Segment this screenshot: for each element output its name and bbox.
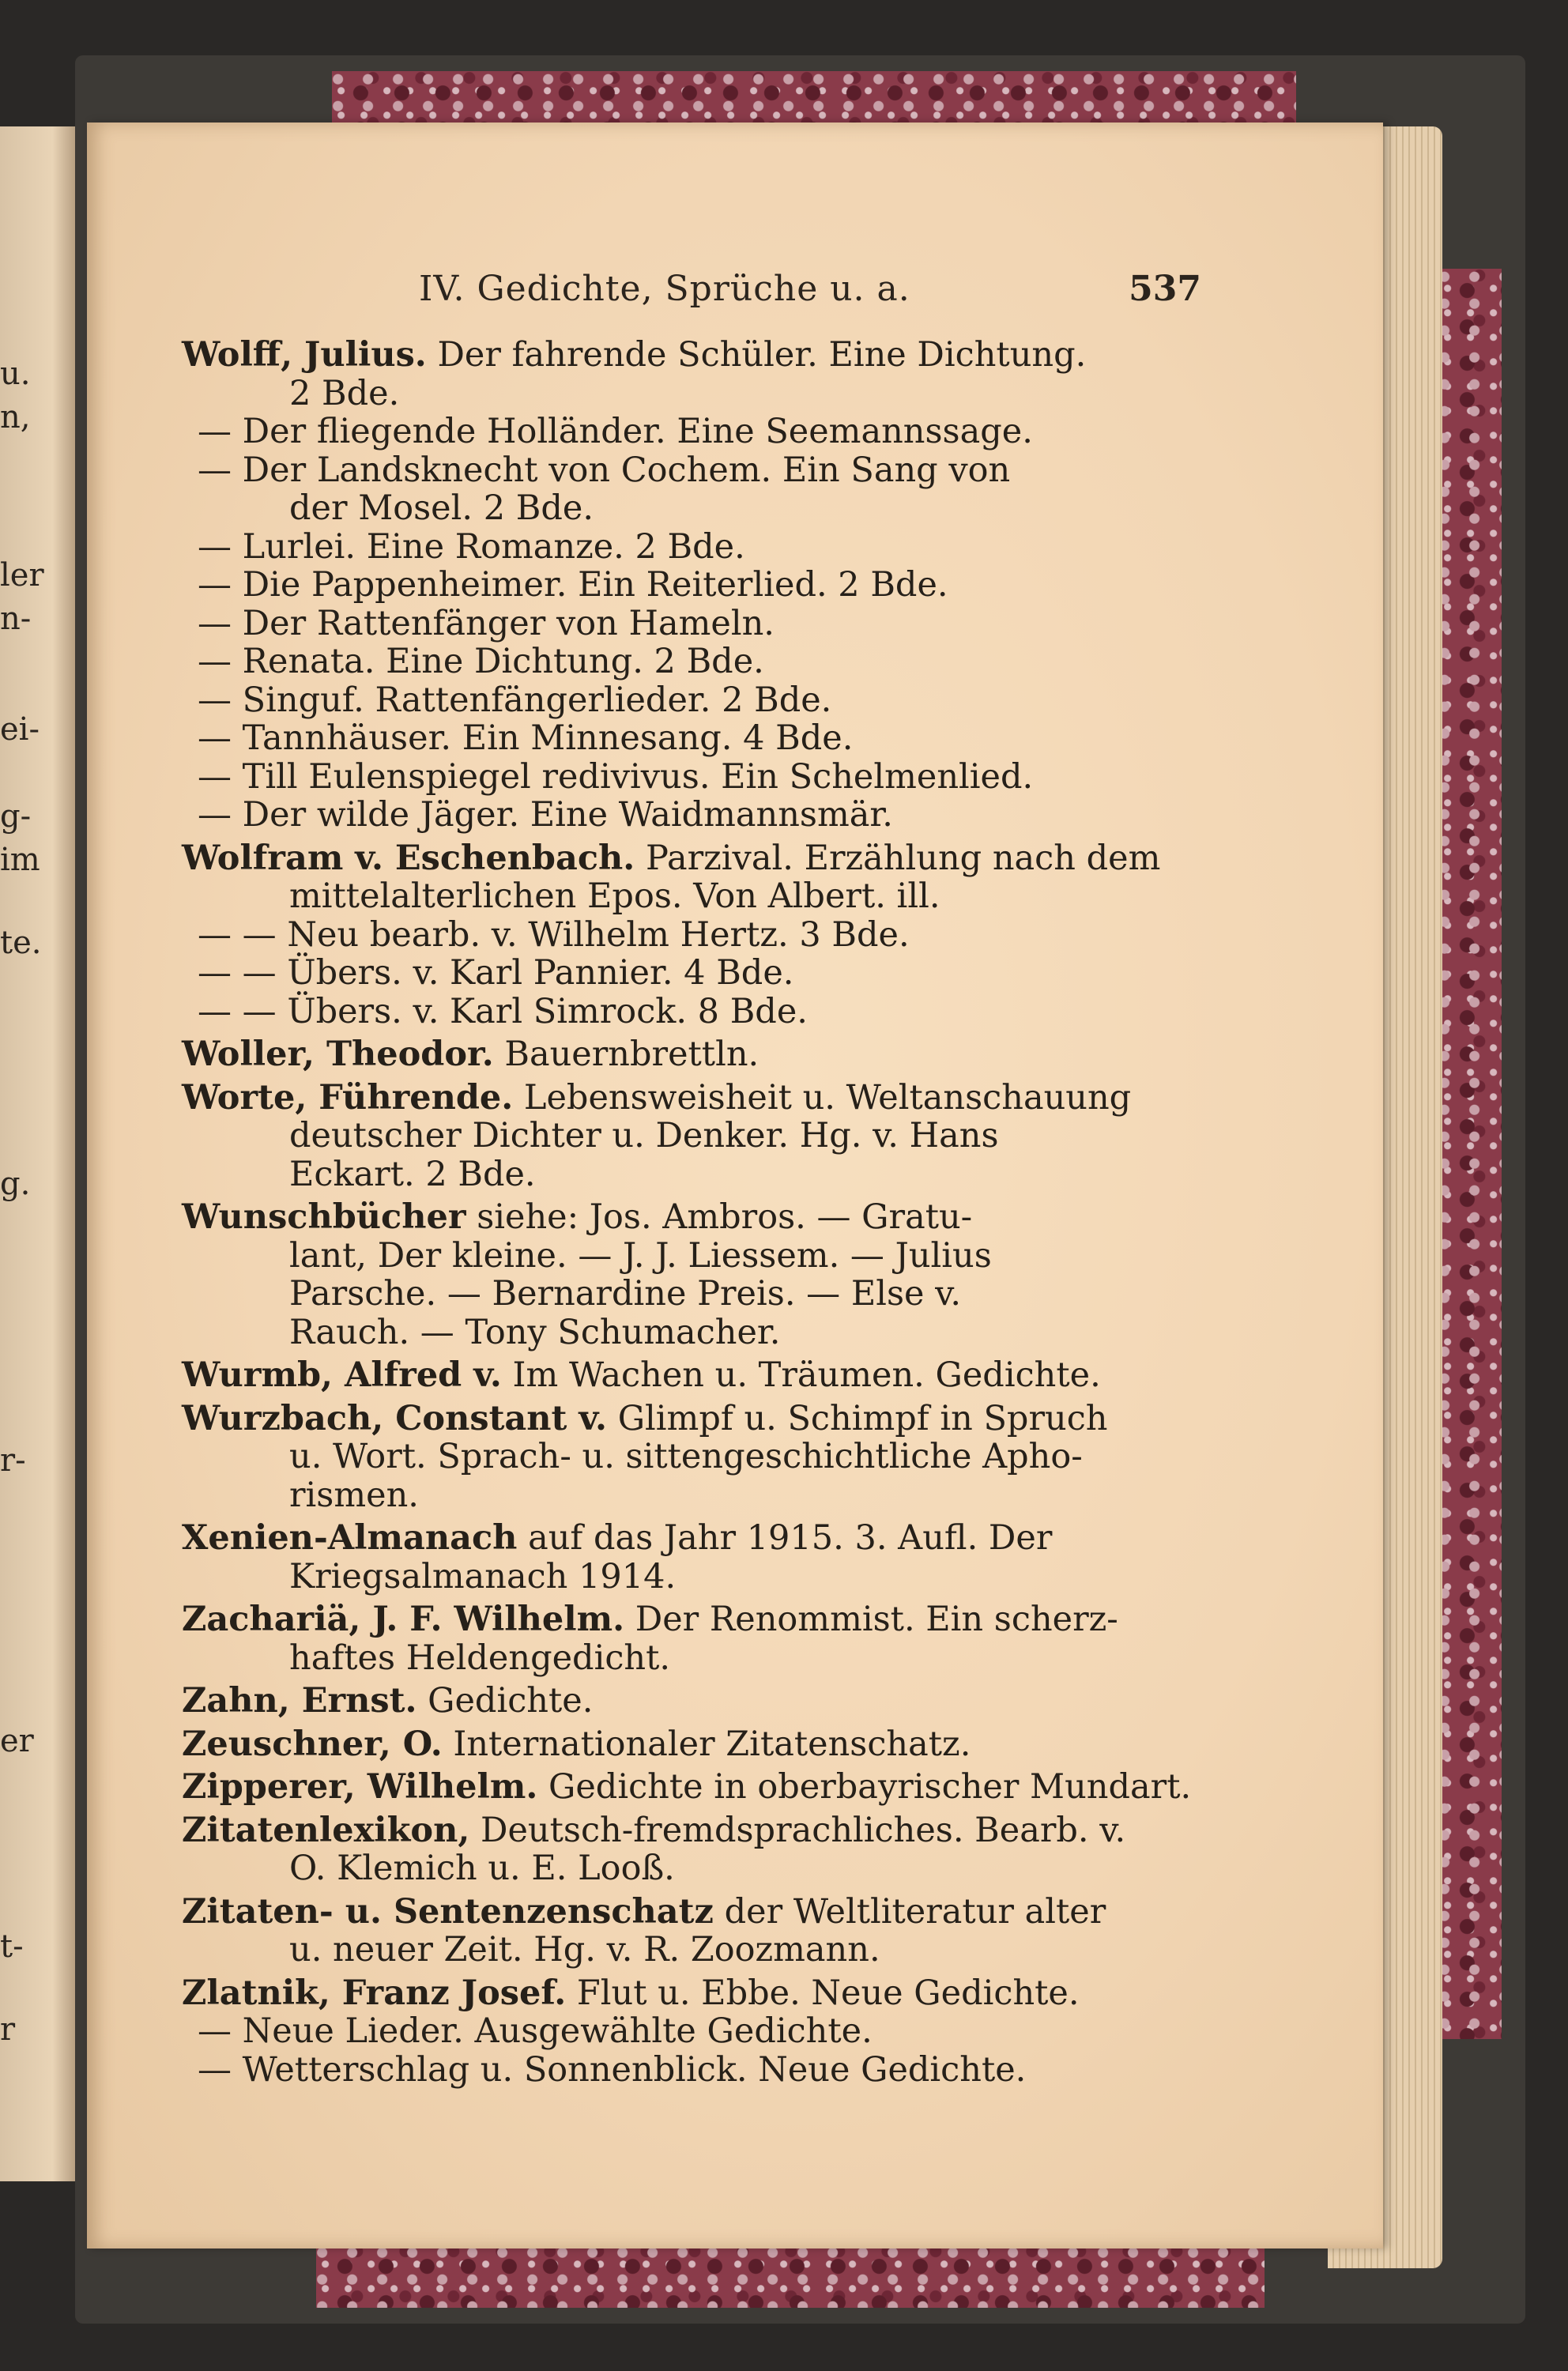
entry-author: Xenien-Almanach bbox=[182, 1518, 518, 1558]
header-title: IV. Gedichte, Sprüche u. a. bbox=[419, 269, 910, 309]
entry-text: — — Neu bearb. v. Wilhelm Hertz. 3 Bde. bbox=[198, 914, 910, 955]
left-page-fragment: n- bbox=[0, 601, 32, 637]
bibliography-entry bbox=[182, 1519, 1217, 1596]
entry-text: — Tannhäuser. Ein Minnesang. 4 Bde. bbox=[198, 718, 854, 758]
entry-text: Internationaler Zitatenschatz. bbox=[453, 1724, 971, 1764]
entry-continuation: u. Wort. Sprach- u. sittengeschichtliche Apho- bbox=[289, 1437, 1083, 1476]
bibliography-entry bbox=[182, 1356, 1217, 1395]
marbled-edge-top bbox=[332, 71, 1296, 130]
entry-author: Worte, Führende. bbox=[182, 1077, 514, 1118]
left-page-fragment: ler bbox=[0, 557, 44, 594]
entry-text: Der fahrende Schüler. Eine Dichtung. bbox=[437, 335, 1087, 375]
entry-text: — Die Pappenheimer. Ein Reiterlied. 2 Bde. bbox=[198, 565, 948, 605]
entry-author: Zitatenlexikon, bbox=[182, 1810, 470, 1850]
bibliography-entry bbox=[182, 681, 1217, 720]
entry-continuation: Parsche. — Bernardine Preis. — Else v. bbox=[289, 1274, 962, 1314]
entry-author: Wurzbach, Constant v. bbox=[182, 1398, 608, 1438]
bibliography-entry bbox=[182, 2051, 1217, 2090]
entry-text: Deutsch-fremdsprachliches. Bearb. v. bbox=[480, 1810, 1126, 1850]
entry-author: Zipperer, Wilhelm. bbox=[182, 1767, 538, 1807]
bibliography-entry bbox=[182, 1035, 1217, 1074]
entry-text: — Der Landsknecht von Cochem. Ein Sang von bbox=[198, 450, 1011, 490]
entry-text: — Der wilde Jäger. Eine Waidmannsmär. bbox=[198, 795, 893, 835]
entry-text: — — Übers. v. Karl Pannier. 4 Bde. bbox=[198, 953, 794, 993]
bibliography-entry bbox=[182, 839, 1217, 916]
entry-continuation: deutscher Dichter u. Denker. Hg. v. Hans bbox=[289, 1116, 999, 1155]
page-number: 537 bbox=[1129, 269, 1201, 309]
entry-text: auf das Jahr 1915. 3. Aufl. Der bbox=[528, 1518, 1053, 1558]
entry-text: — Singuf. Rattenfängerlieder. 2 Bde. bbox=[198, 680, 832, 720]
left-page-fragment: r bbox=[0, 2011, 16, 2048]
entry-text: — Till Eulenspiegel redivivus. Ein Schelmenlied. bbox=[198, 756, 1034, 797]
left-page-fragment: er bbox=[0, 1723, 34, 1759]
bibliography-entry bbox=[182, 954, 1217, 993]
entry-text: Lebensweisheit u. Weltanschauung bbox=[523, 1077, 1132, 1118]
bibliography-entry bbox=[182, 1600, 1217, 1677]
entry-author: Wolfram v. Eschenbach. bbox=[182, 838, 635, 878]
entry-text: — Wetterschlag u. Sonnenblick. Neue Gedichte. bbox=[198, 2049, 1027, 2090]
bibliography-entry bbox=[182, 605, 1217, 643]
entry-continuation: rismen. bbox=[289, 1475, 419, 1515]
entry-continuation: haftes Heldengedicht. bbox=[289, 1638, 671, 1678]
bibliography-entry bbox=[182, 1079, 1217, 1194]
entry-author: Wurmb, Alfred v. bbox=[182, 1355, 502, 1395]
bibliography-entry bbox=[182, 1893, 1217, 1970]
bibliography-entry bbox=[182, 451, 1217, 528]
entry-text: Parzival. Erzählung nach dem bbox=[645, 838, 1161, 878]
entry-text: Bauernbrettln. bbox=[504, 1035, 760, 1074]
entry-text: siehe: Jos. Ambros. — Gratu- bbox=[477, 1197, 973, 1237]
bibliography-list bbox=[182, 336, 1217, 2089]
bibliography-entry bbox=[182, 2012, 1217, 2051]
bibliography-entry bbox=[182, 1725, 1217, 1764]
bibliography-entry bbox=[182, 719, 1217, 758]
entry-author: Wunschbücher bbox=[182, 1197, 466, 1237]
bibliography-entry bbox=[182, 916, 1217, 955]
entry-text: — Lurlei. Eine Romanze. 2 Bde. bbox=[198, 526, 745, 567]
entry-continuation: O. Klemich u. E. Looß. bbox=[289, 1849, 675, 1888]
entry-author: Zahn, Ernst. bbox=[182, 1681, 417, 1721]
entry-text: Im Wachen u. Träumen. Gedichte. bbox=[512, 1355, 1101, 1395]
entry-continuation: Kriegsalmanach 1914. bbox=[289, 1556, 677, 1596]
running-header bbox=[419, 269, 1201, 316]
bibliography-entry bbox=[182, 1974, 1217, 2013]
entry-continuation: Rauch. — Tony Schumacher. bbox=[289, 1312, 781, 1352]
left-page-fragment: im bbox=[0, 842, 40, 878]
marbled-edge-bottom bbox=[316, 2245, 1265, 2308]
entry-text: Gedichte in oberbayrischer Mundart. bbox=[548, 1767, 1192, 1807]
entry-author: Wolff, Julius. bbox=[182, 335, 427, 375]
entry-text: — Renata. Eine Dichtung. 2 Bde. bbox=[198, 642, 764, 681]
entry-continuation: 2 Bde. bbox=[289, 373, 400, 413]
bibliography-entry bbox=[182, 643, 1217, 681]
bibliography-entry bbox=[182, 336, 1217, 413]
left-page-fragment: u. bbox=[0, 356, 31, 392]
bibliography-entry bbox=[182, 566, 1217, 605]
entry-text: — — Übers. v. Karl Simrock. 8 Bde. bbox=[198, 991, 808, 1031]
bibliography-entry bbox=[182, 413, 1217, 451]
bibliography-entry bbox=[182, 758, 1217, 797]
entry-text: — Neue Lieder. Ausgewählte Gedichte. bbox=[198, 2011, 873, 2051]
entry-text: Der Renommist. Ein scherz- bbox=[635, 1600, 1118, 1639]
entry-text: Glimpf u. Schimpf in Spruch bbox=[617, 1398, 1108, 1438]
left-page-fragment: ei- bbox=[0, 711, 40, 748]
left-page-fragment: r- bbox=[0, 1442, 26, 1479]
entry-continuation: u. neuer Zeit. Hg. v. R. Zoozmann. bbox=[289, 1930, 880, 1970]
entry-author: Zachariä, J. F. Wilhelm. bbox=[182, 1600, 625, 1639]
entry-author: Woller, Theodor. bbox=[182, 1035, 494, 1074]
entry-author: Zitaten- u. Sentenzenschatz bbox=[182, 1891, 714, 1932]
entry-text: der Weltliteratur alter bbox=[724, 1891, 1106, 1932]
bibliography-entry bbox=[182, 1682, 1217, 1721]
left-page-edge bbox=[0, 126, 75, 2181]
left-page-fragment: g. bbox=[0, 1166, 31, 1202]
bibliography-entry bbox=[182, 1400, 1217, 1515]
entry-author: Zlatnik, Franz Josef. bbox=[182, 1973, 567, 2013]
bibliography-entry bbox=[182, 993, 1217, 1031]
left-page-fragment: t- bbox=[0, 1928, 24, 1965]
entry-text: Flut u. Ebbe. Neue Gedichte. bbox=[576, 1973, 1080, 2013]
entry-continuation: mittelalterlichen Epos. Von Albert. ill. bbox=[289, 876, 940, 916]
bibliography-entry bbox=[182, 528, 1217, 567]
entry-author: Zeuschner, O. bbox=[182, 1724, 443, 1764]
entry-text: — Der Rattenfänger von Hameln. bbox=[198, 603, 775, 643]
bibliography-entry bbox=[182, 1811, 1217, 1888]
bibliography-entry bbox=[182, 796, 1217, 835]
entry-continuation: der Mosel. 2 Bde. bbox=[289, 488, 594, 528]
bibliography-entry bbox=[182, 1198, 1217, 1351]
entry-continuation: lant, Der kleine. — J. J. Liessem. — Julius bbox=[289, 1235, 992, 1276]
left-page-fragment: g- bbox=[0, 798, 32, 835]
entry-text: Gedichte. bbox=[428, 1681, 594, 1721]
entry-text: — Der fliegende Holländer. Eine Seemannssage. bbox=[198, 412, 1033, 451]
marbled-edge-right bbox=[1438, 269, 1502, 2039]
bibliography-entry bbox=[182, 1768, 1217, 1807]
left-page-fragment: te. bbox=[0, 925, 42, 961]
entry-continuation: Eckart. 2 Bde. bbox=[289, 1154, 536, 1194]
left-page-fragment: n, bbox=[0, 399, 31, 435]
